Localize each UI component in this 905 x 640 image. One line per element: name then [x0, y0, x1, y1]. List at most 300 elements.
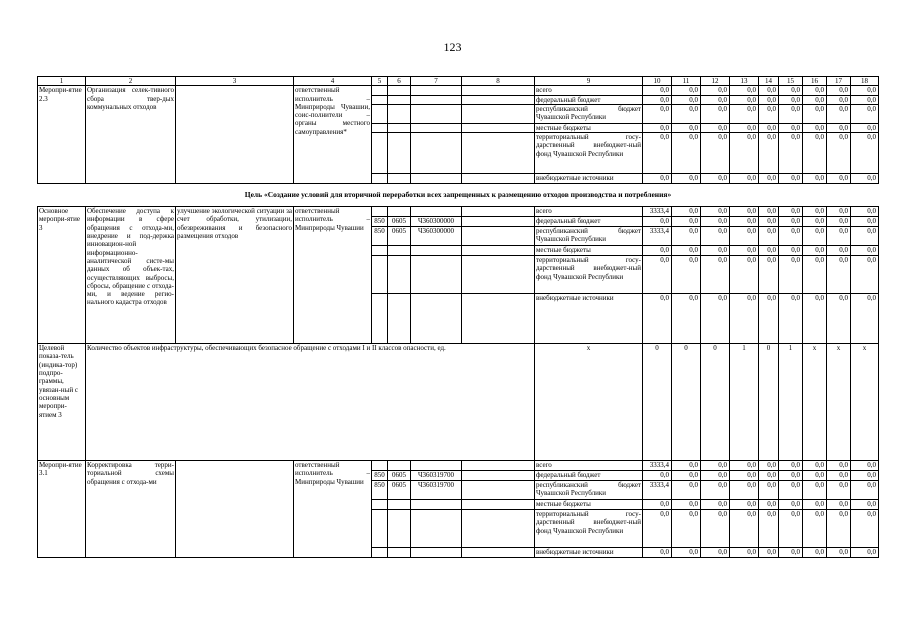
funding-value: 0,0: [779, 294, 803, 344]
column-number: 16: [803, 77, 827, 86]
funding-value: 0,0: [759, 500, 779, 510]
funding-value: 3333,4: [643, 461, 672, 471]
expense-type-code: [462, 217, 535, 227]
column-number: 1: [38, 77, 86, 86]
funding-value: 0,0: [827, 471, 851, 481]
event-title: Корректировка терри-ториальной схемы обращения с отхода-ми: [86, 461, 176, 558]
funding-value: 0,0: [779, 548, 803, 558]
expense-type-code: [462, 246, 535, 256]
funding-source: территориальный госу-дарственный внебюджет-ный фонд Чувашской Республики: [535, 510, 643, 548]
column-number: 8: [462, 77, 535, 86]
expense-type-code: [462, 174, 535, 184]
funding-value: 0,0: [643, 471, 672, 481]
funding-value: 0,0: [827, 217, 851, 227]
funding-value: 0,0: [672, 95, 701, 104]
funding-value: 0,0: [803, 95, 827, 104]
funding-value: 0,0: [827, 227, 851, 246]
funding-value: 0,0: [803, 246, 827, 256]
funding-value: 0,0: [643, 123, 672, 132]
funding-value: 0,0: [851, 510, 879, 548]
column-number: 5: [372, 77, 388, 86]
funding-value: 0,0: [827, 461, 851, 471]
grbs-code: 850: [372, 227, 388, 246]
grbs-code: [372, 294, 388, 344]
funding-value: 0,0: [730, 461, 759, 471]
column-number: 14: [759, 77, 779, 86]
funding-value: 0,0: [851, 123, 879, 132]
funding-value: 0,0: [672, 133, 701, 174]
funding-source: республиканский бюджет Чувашской Республики: [535, 104, 643, 123]
funding-value: 0,0: [827, 123, 851, 132]
expense-type-code: [462, 461, 535, 471]
indicator-value: х: [803, 344, 827, 461]
column-number: 2: [86, 77, 176, 86]
funding-value: 0,0: [851, 294, 879, 344]
column-number: 17: [827, 77, 851, 86]
funding-value: 0,0: [643, 256, 672, 294]
funding-value: 0,0: [779, 227, 803, 246]
funding-value: 0,0: [643, 246, 672, 256]
funding-value: 0,0: [730, 481, 759, 500]
section-code: 0605: [388, 227, 411, 246]
section-code: [388, 174, 411, 184]
funding-value: 0,0: [803, 104, 827, 123]
grbs-code: [372, 461, 388, 471]
funding-value: 0,0: [672, 294, 701, 344]
column-number: 6: [388, 77, 411, 86]
funding-value: 0,0: [672, 207, 701, 217]
funding-source: местные бюджеты: [535, 123, 643, 132]
funding-value: 0,0: [701, 481, 730, 500]
indicator-label: Целевой показа-тель (индика-тор) подпро-граммы, увязан-ный с основным меропри-ятием 3: [38, 344, 86, 461]
funding-value: 0,0: [803, 256, 827, 294]
funding-value: 0,0: [701, 500, 730, 510]
funding-value: 0,0: [803, 227, 827, 246]
funding-value: 0,0: [701, 207, 730, 217]
funding-value: 0,0: [803, 133, 827, 174]
funding-value: 0,0: [672, 123, 701, 132]
funding-value: 0,0: [779, 246, 803, 256]
funding-value: 0,0: [779, 461, 803, 471]
funding-value: 0,0: [827, 294, 851, 344]
funding-value: 0,0: [759, 510, 779, 548]
funding-value: 0,0: [672, 510, 701, 548]
section-code: [388, 246, 411, 256]
funding-value: 0,0: [730, 227, 759, 246]
funding-value: 0,0: [759, 104, 779, 123]
section-code: [388, 95, 411, 104]
funding-source: внебюджетные источники: [535, 294, 643, 344]
funding-source: всего: [535, 207, 643, 217]
indicator-value: 0: [759, 344, 779, 461]
funding-value: 0,0: [851, 481, 879, 500]
expense-type-code: [462, 86, 535, 95]
grbs-code: [372, 256, 388, 294]
funding-value: 0,0: [672, 461, 701, 471]
section-code: [388, 133, 411, 174]
funding-value: 0,0: [643, 548, 672, 558]
funding-value: 0,0: [701, 510, 730, 548]
funding-value: 0,0: [759, 86, 779, 95]
indicator-value: х: [851, 344, 879, 461]
table-row: [38, 461, 879, 471]
funding-value: 0,0: [803, 471, 827, 481]
expense-type-code: [462, 207, 535, 217]
responsible-executor: ответственный исполнитель – Минприроды Чувашии, соис-полнители – органы местного самоуправления*: [294, 86, 372, 184]
indicator-value: 0: [672, 344, 701, 461]
funding-value: 0,0: [803, 548, 827, 558]
expected-result: улучшение экологической ситуации за счет обработки, утилизации, обезвреживания и безопасного размещения отходов: [176, 207, 294, 344]
grbs-code: [372, 207, 388, 217]
expense-type-code: [462, 104, 535, 123]
funding-value: 0,0: [803, 207, 827, 217]
funding-value: 0,0: [701, 133, 730, 174]
indicator-text: Количество объектов инфраструктуры, обеспечивающих безопасное обращение с отходами I и II классов опасности, ед.: [86, 344, 535, 461]
indicator-value: 0: [701, 344, 730, 461]
column-number: 10: [643, 77, 672, 86]
expense-type-code: [462, 95, 535, 104]
funding-value: 0,0: [779, 500, 803, 510]
funding-value: 0,0: [701, 174, 730, 184]
section-code: [388, 123, 411, 132]
event-title: Организация селек-тивного сбора твер-дых коммунальных отходов: [86, 86, 176, 184]
target-article-code: [411, 133, 462, 174]
funding-value: 0,0: [827, 207, 851, 217]
funding-value: 0,0: [643, 500, 672, 510]
funding-value: 0,0: [701, 104, 730, 123]
funding-value: 0,0: [803, 86, 827, 95]
funding-value: 0,0: [851, 256, 879, 294]
funding-value: 0,0: [643, 174, 672, 184]
funding-value: 0,0: [672, 104, 701, 123]
funding-value: 0,0: [827, 86, 851, 95]
funding-value: 0,0: [779, 510, 803, 548]
funding-value: 0,0: [730, 95, 759, 104]
funding-value: 0,0: [803, 294, 827, 344]
funding-source: республиканский бюджет Чувашской Республики: [535, 227, 643, 246]
expense-type-code: [462, 510, 535, 548]
funding-value: 0,0: [701, 246, 730, 256]
funding-value: 0,0: [672, 471, 701, 481]
funding-value: 0,0: [779, 133, 803, 174]
funding-value: 0,0: [672, 227, 701, 246]
funding-value: 0,0: [730, 548, 759, 558]
funding-value: 3333,4: [643, 207, 672, 217]
funding-value: 0,0: [643, 510, 672, 548]
funding-value: 0,0: [730, 104, 759, 123]
funding-value: 0,0: [759, 227, 779, 246]
section-code: 0605: [388, 471, 411, 481]
funding-value: 0,0: [803, 174, 827, 184]
funding-value: 0,0: [643, 133, 672, 174]
funding-value: 0,0: [759, 294, 779, 344]
funding-value: 0,0: [730, 246, 759, 256]
grbs-code: 850: [372, 471, 388, 481]
grbs-code: [372, 548, 388, 558]
funding-value: 0,0: [851, 500, 879, 510]
funding-value: 0,0: [730, 510, 759, 548]
column-number: 7: [411, 77, 462, 86]
funding-value: 0,0: [851, 174, 879, 184]
grbs-code: [372, 86, 388, 95]
target-article-code: Ч360300000: [411, 217, 462, 227]
grbs-code: [372, 123, 388, 132]
target-article-code: [411, 256, 462, 294]
funding-value: 0,0: [759, 481, 779, 500]
funding-value: 0,0: [803, 500, 827, 510]
funding-source: местные бюджеты: [535, 246, 643, 256]
column-number: 9: [535, 77, 643, 86]
grbs-code: [372, 133, 388, 174]
funding-value: 0,0: [827, 174, 851, 184]
funding-value: 0,0: [643, 104, 672, 123]
funding-value: 0,0: [730, 294, 759, 344]
grbs-code: [372, 500, 388, 510]
funding-value: 0,0: [759, 133, 779, 174]
funding-value: 0,0: [803, 217, 827, 227]
funding-value: 0,0: [779, 104, 803, 123]
funding-value: 0,0: [701, 461, 730, 471]
funding-value: 0,0: [759, 461, 779, 471]
responsible-executor: ответственный исполнитель – Минприроды Чувашии: [294, 207, 372, 344]
funding-value: 0,0: [851, 548, 879, 558]
expected-result: [176, 86, 294, 184]
expense-type-code: [462, 123, 535, 132]
grbs-code: 850: [372, 481, 388, 500]
table-row: [38, 86, 879, 95]
funding-value: 0,0: [779, 174, 803, 184]
funding-value: 0,0: [779, 471, 803, 481]
funding-value: 0,0: [827, 246, 851, 256]
funding-value: 0,0: [851, 246, 879, 256]
section-code: [388, 548, 411, 558]
funding-value: 0,0: [759, 207, 779, 217]
funding-value: 0,0: [730, 207, 759, 217]
funding-value: 0,0: [643, 294, 672, 344]
funding-value: 0,0: [851, 471, 879, 481]
funding-value: 0,0: [701, 123, 730, 132]
funding-value: 0,0: [643, 95, 672, 104]
funding-value: 0,0: [701, 256, 730, 294]
section-code: 0605: [388, 217, 411, 227]
funding-value: 0,0: [827, 548, 851, 558]
section-code: [388, 104, 411, 123]
page-number: 123: [443, 40, 462, 54]
funding-source: всего: [535, 461, 643, 471]
table-row: [38, 207, 879, 217]
funding-value: 0,0: [759, 548, 779, 558]
funding-value: 0,0: [803, 123, 827, 132]
funding-value: 0,0: [701, 294, 730, 344]
funding-value: 0,0: [730, 500, 759, 510]
funding-source: республиканский бюджет Чувашской Республики: [535, 481, 643, 500]
funding-value: 0,0: [701, 548, 730, 558]
budget-table: [37, 76, 879, 558]
funding-source: внебюджетные источники: [535, 548, 643, 558]
funding-value: 0,0: [851, 95, 879, 104]
funding-value: 0,0: [779, 481, 803, 500]
expense-type-code: [462, 294, 535, 344]
goal-row: [38, 184, 879, 207]
indicator-base: х: [535, 344, 643, 461]
funding-value: 0,0: [672, 256, 701, 294]
funding-value: 0,0: [827, 481, 851, 500]
funding-value: 0,0: [851, 86, 879, 95]
funding-value: 0,0: [672, 500, 701, 510]
section-code: [388, 256, 411, 294]
funding-value: 0,0: [827, 95, 851, 104]
funding-value: 0,0: [827, 256, 851, 294]
column-number: 12: [701, 77, 730, 86]
target-article-code: [411, 95, 462, 104]
expense-type-code: [462, 471, 535, 481]
column-number: 4: [294, 77, 372, 86]
section-code: [388, 461, 411, 471]
funding-value: 0,0: [851, 133, 879, 174]
event-label: Меропри-ятие 3.1: [38, 461, 86, 558]
goal-title: Цель «Создание условий для вторичной переработки всех запрещенных к размещению отходов производства и потребления»: [38, 184, 879, 207]
funding-value: 0,0: [851, 461, 879, 471]
target-article-code: Ч360319700: [411, 471, 462, 481]
grbs-code: [372, 95, 388, 104]
funding-value: 0,0: [730, 471, 759, 481]
section-code: [388, 86, 411, 95]
expense-type-code: [462, 256, 535, 294]
funding-value: 0,0: [701, 95, 730, 104]
target-article-code: [411, 174, 462, 184]
expense-type-code: [462, 481, 535, 500]
event-label: Меропри-ятие 2.3: [38, 86, 86, 184]
funding-value: 0,0: [851, 227, 879, 246]
column-number-row: [38, 77, 879, 86]
funding-source: территориальный госу-дарственный внебюджет-ный фонд Чувашской Республики: [535, 256, 643, 294]
section-code: [388, 207, 411, 217]
funding-source: федеральный бюджет: [535, 95, 643, 104]
funding-source: местные бюджеты: [535, 500, 643, 510]
funding-value: 0,0: [730, 256, 759, 294]
indicator-value: 0: [643, 344, 672, 461]
target-article-code: [411, 246, 462, 256]
column-number: 13: [730, 77, 759, 86]
funding-value: 0,0: [851, 207, 879, 217]
grbs-code: [372, 174, 388, 184]
funding-value: 0,0: [672, 174, 701, 184]
funding-value: 0,0: [803, 461, 827, 471]
expected-result: [176, 461, 294, 558]
event-title: Обеспечение доступа к информации в сфере обращения с отхода-ми, внедрение и под-держка инновацион-ной информационно-аналитической систе-мы данных об объек-тах, осуществляющих выбросы, сбросы, обращение с отхода-ми, и ведение регио-нального кадастра отходов: [86, 207, 176, 344]
funding-source: внебюджетные источники: [535, 174, 643, 184]
funding-value: 0,0: [759, 471, 779, 481]
funding-value: 0,0: [759, 217, 779, 227]
funding-value: 0,0: [672, 548, 701, 558]
section-code: [388, 294, 411, 344]
funding-value: 0,0: [643, 217, 672, 227]
funding-value: 0,0: [730, 133, 759, 174]
funding-source: федеральный бюджет: [535, 217, 643, 227]
funding-value: 0,0: [759, 95, 779, 104]
target-article-code: [411, 123, 462, 132]
responsible-executor: ответственный исполнитель – Минприроды Чувашии: [294, 461, 372, 558]
funding-value: 0,0: [730, 86, 759, 95]
funding-value: 0,0: [759, 123, 779, 132]
funding-value: 3333,4: [643, 227, 672, 246]
column-number: 15: [779, 77, 803, 86]
target-article-code: [411, 207, 462, 217]
indicator-value: х: [827, 344, 851, 461]
funding-value: 0,0: [851, 104, 879, 123]
funding-value: 0,0: [672, 481, 701, 500]
target-article-code: [411, 86, 462, 95]
column-number: 3: [176, 77, 294, 86]
funding-value: 0,0: [759, 256, 779, 294]
funding-value: 0,0: [779, 207, 803, 217]
funding-source: территориальный госу-дарственный внебюджет-ный фонд Чувашской Республики: [535, 133, 643, 174]
grbs-code: [372, 246, 388, 256]
section-code: 0605: [388, 481, 411, 500]
funding-value: 0,0: [803, 481, 827, 500]
funding-value: 0,0: [827, 133, 851, 174]
funding-value: 0,0: [759, 246, 779, 256]
funding-value: 0,0: [827, 510, 851, 548]
funding-value: 0,0: [701, 86, 730, 95]
target-article-code: [411, 548, 462, 558]
funding-value: 0,0: [672, 217, 701, 227]
target-article-code: Ч360319700: [411, 481, 462, 500]
column-number: 11: [672, 77, 701, 86]
funding-value: 0,0: [643, 86, 672, 95]
funding-value: 0,0: [851, 217, 879, 227]
funding-value: 0,0: [779, 86, 803, 95]
expense-type-code: [462, 548, 535, 558]
indicator-row: [38, 344, 879, 461]
funding-value: 0,0: [759, 174, 779, 184]
funding-source: всего: [535, 86, 643, 95]
grbs-code: [372, 104, 388, 123]
expense-type-code: [462, 133, 535, 174]
target-article-code: Ч360300000: [411, 227, 462, 246]
indicator-value: 1: [779, 344, 803, 461]
funding-value: 0,0: [779, 123, 803, 132]
funding-value: 0,0: [730, 217, 759, 227]
target-article-code: [411, 461, 462, 471]
funding-value: 0,0: [730, 123, 759, 132]
grbs-code: [372, 510, 388, 548]
funding-value: 0,0: [701, 227, 730, 246]
column-number: 18: [851, 77, 879, 86]
indicator-value: 1: [730, 344, 759, 461]
funding-value: 0,0: [779, 217, 803, 227]
target-article-code: [411, 294, 462, 344]
funding-value: 0,0: [827, 104, 851, 123]
funding-source: федеральный бюджет: [535, 471, 643, 481]
funding-value: 0,0: [803, 510, 827, 548]
section-code: [388, 510, 411, 548]
event-label: Основное меропри-ятие 3: [38, 207, 86, 344]
target-article-code: [411, 104, 462, 123]
section-code: [388, 500, 411, 510]
funding-value: 0,0: [779, 256, 803, 294]
funding-value: 0,0: [672, 246, 701, 256]
grbs-code: 850: [372, 217, 388, 227]
funding-value: 0,0: [701, 471, 730, 481]
target-article-code: [411, 510, 462, 548]
funding-value: 0,0: [827, 500, 851, 510]
funding-value: 3333,4: [643, 481, 672, 500]
expense-type-code: [462, 500, 535, 510]
funding-value: 0,0: [779, 95, 803, 104]
funding-value: 0,0: [730, 174, 759, 184]
funding-value: 0,0: [672, 86, 701, 95]
